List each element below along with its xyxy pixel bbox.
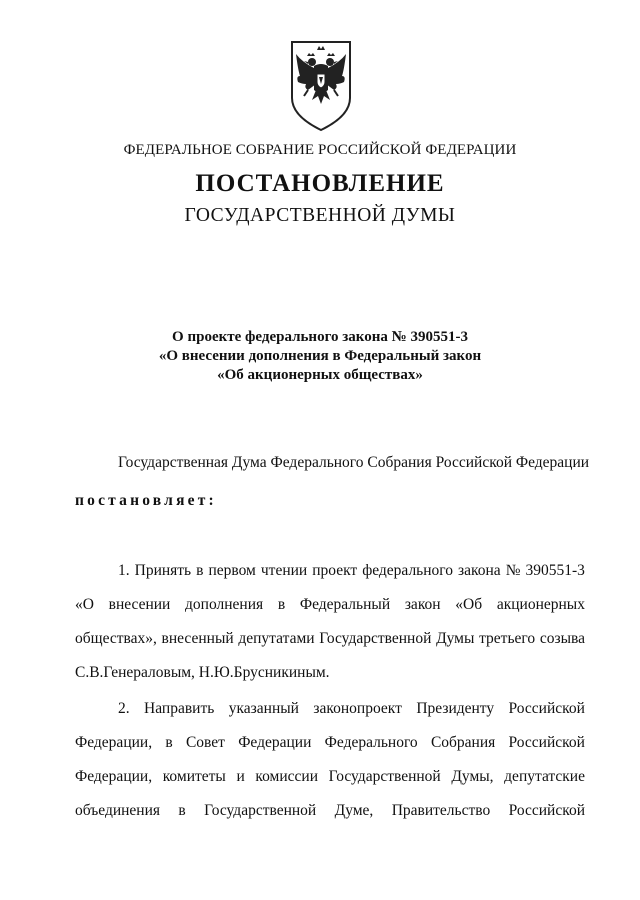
heading-line: «Об акционерных обществах» [217,367,423,383]
paragraph-word: С.В.Генераловым, Н.Ю.Брусникиным. [75,664,330,681]
document-heading [0,328,640,385]
paragraph-word: № [505,562,521,579]
paragraph-word: депутатами [238,630,315,647]
paragraph-line [75,588,585,622]
paragraph-word: Федерации, [75,734,153,751]
paragraph-word: в [277,596,286,613]
paragraph-word: в [196,562,204,579]
decree-verb: постановляет: [75,492,217,509]
paragraph-line [75,656,585,690]
document-type: ПОСТАНОВЛЕНИЕ [195,170,445,197]
paragraph-word: внесенный [161,630,234,647]
paragraph-word: в [178,802,186,819]
paragraph-word: «Об [455,596,483,613]
paragraph-word: проект [312,562,358,579]
paragraph-word: обществах», [75,630,157,647]
paragraph-word: закон [404,596,441,613]
paragraph-word: 390551-3 [525,562,585,579]
paragraph-word: Думе, [334,802,374,819]
paragraph-word: Государственной [204,802,317,819]
paragraph-word: Федеральный [299,596,391,613]
paragraph-word: Федерального [324,734,418,751]
paragraph-line [75,692,585,726]
paragraph-word: Российской [508,802,585,819]
paragraph-word: Российской [508,700,585,717]
paragraph-word: депутатские [504,768,585,785]
coat-of-arms-icon [290,40,352,132]
document-issuer: ГОСУДАРСТВЕННОЙ ДУМЫ [184,205,456,226]
paragraph-word: Собрания [430,734,496,751]
paragraph-word: Направить [144,700,215,717]
paragraph-word: Принять [134,562,192,579]
paragraph-1 [75,554,585,690]
paragraph-word: Федерации [238,734,312,751]
paragraph-word: в [165,734,173,751]
paragraph-word: чтении [260,562,308,579]
paragraph-word: Совет [185,734,225,751]
preamble: Государственная Дума Федерального Собрания Российской Федерации [118,454,590,471]
paragraph-line [75,554,585,588]
paragraph-word: объединения [75,802,161,819]
paragraph-word: федерального [362,562,454,579]
paragraph-word: внесении [108,596,171,613]
paragraph-word: комитеты [162,768,226,785]
heading-line: «О внесении дополнения в Федеральный закон [158,348,482,364]
paragraph-word: Российской [508,734,585,751]
paragraph-word: Государственной [319,630,432,647]
paragraph-word: Президенту [416,700,495,717]
paragraph-word: Правительство [391,802,491,819]
paragraph-word: Государственной [328,768,441,785]
paragraph-word: «О [75,596,94,613]
paragraph-line [75,760,585,794]
paragraph-line [75,622,585,656]
paragraph-word: законопроект [313,700,402,717]
paragraph-line [75,794,585,828]
paragraph-word: Федерации, [75,768,153,785]
paragraph-word: Думы, [451,768,494,785]
paragraph-word: указанный [228,700,299,717]
paragraph-2 [75,692,585,828]
paragraph-word: 2. [118,700,130,717]
paragraph-word: третьего [479,630,536,647]
paragraph-word: Думы [436,630,475,647]
paragraph-word: комиссии [255,768,319,785]
paragraph-word: и [236,768,245,785]
paragraph-word: первом [208,562,256,579]
heading-line: О проекте федерального закона № 390551-3 [172,329,468,345]
paragraph-word: созыва [539,630,585,647]
paragraph-word: закона [458,562,501,579]
organization-name: ФЕДЕРАЛЬНОЕ СОБРАНИЕ РОССИЙСКОЙ ФЕДЕРАЦИИ [123,142,517,158]
paragraph-word: акционерных [496,596,585,613]
paragraph-word: дополнения [185,596,264,613]
paragraph-line [75,726,585,760]
paragraph-word: 1. [118,562,130,579]
